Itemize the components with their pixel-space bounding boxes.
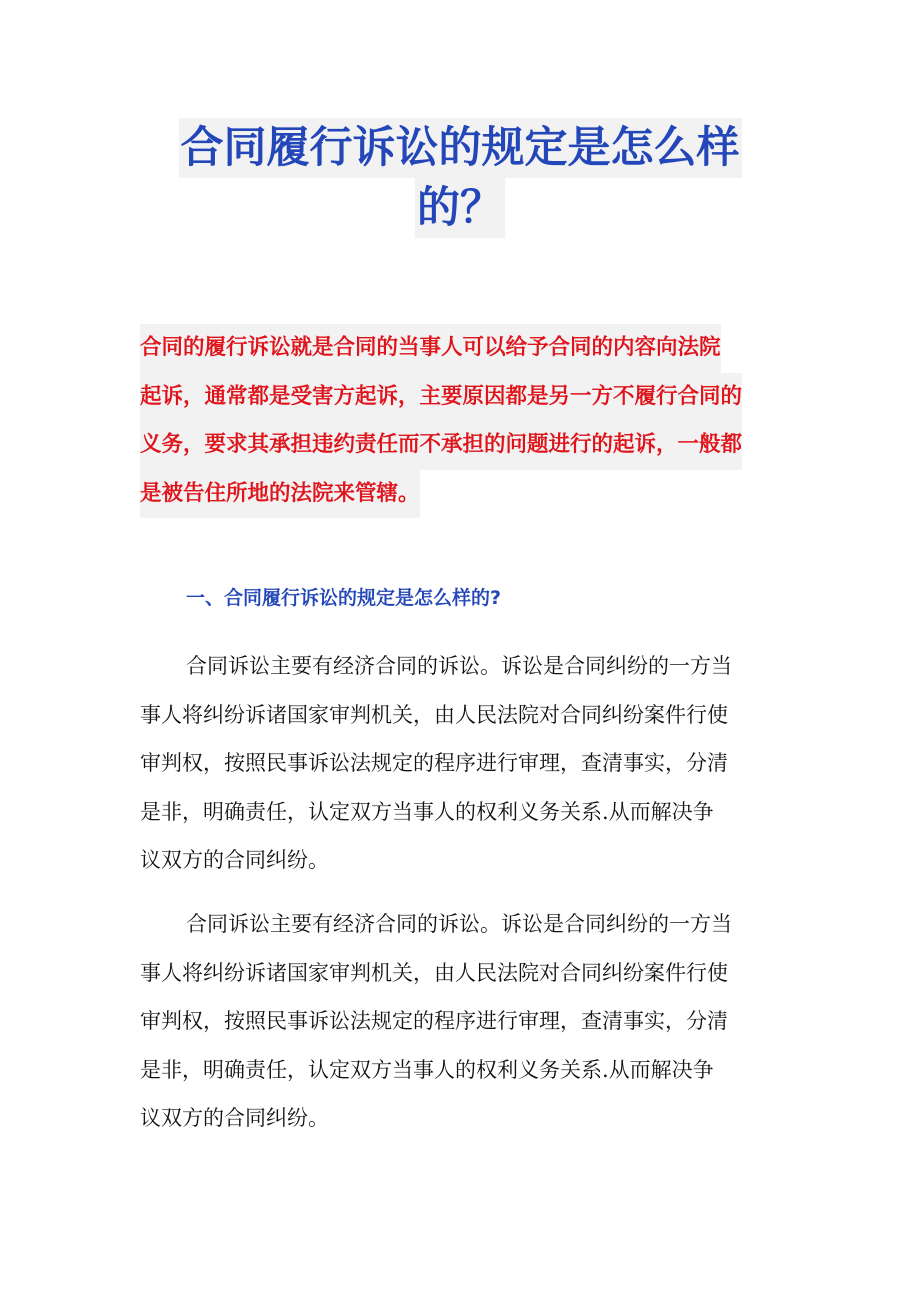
summary-line: 合同的履行诉讼就是合同的当事人可以给予合同的内容向法院 (140, 324, 721, 373)
title-line: 合同履行诉讼的规定是怎么样 (179, 118, 742, 178)
section-heading: 一、合同履行诉讼的规定是怎么样的? (186, 587, 502, 609)
paragraph-line: 事人将纠纷诉诸国家审判机关，由人民法院对合同纠纷案件行使 (140, 702, 728, 727)
paragraph-line: 议双方的合同纠纷。 (140, 848, 329, 873)
title-line: 的？ (415, 178, 505, 238)
paragraph-line: 是非，明确责任，认定双方当事人的权利义务关系.从而解决争 (140, 799, 714, 824)
paragraph-line: 事人将纠纷诉诸国家审判机关，由人民法院对合同纠纷案件行使 (140, 960, 728, 985)
paragraph-line: 审判权，按照民事诉讼法规定的程序进行审理，查清事实，分清 (140, 751, 728, 776)
paragraph-line: 议双方的合同纠纷。 (140, 1106, 329, 1131)
document-title (140, 118, 780, 238)
paragraph-line: 合同诉讼主要有经济合同的诉讼。诉讼是合同纠纷的一方当 (186, 654, 732, 678)
paragraph-line: 审判权，按照民事诉讼法规定的程序进行审理，查清事实，分清 (140, 1009, 728, 1034)
summary-paragraph (140, 324, 782, 518)
body-paragraph (140, 642, 782, 885)
body-paragraph (140, 900, 782, 1143)
summary-line: 是被告住所地的法院来管辖。 (140, 470, 420, 519)
summary-line: 起诉，通常都是受害方起诉，主要原因都是另一方不履行合同的 (140, 373, 742, 422)
paragraph-line: 是非，明确责任，认定双方当事人的权利义务关系.从而解决争 (140, 1057, 714, 1082)
summary-line: 义务，要求其承担违约责任而不承担的问题进行的起诉，一般都 (140, 421, 742, 470)
paragraph-line: 合同诉讼主要有经济合同的诉讼。诉讼是合同纠纷的一方当 (186, 912, 732, 936)
